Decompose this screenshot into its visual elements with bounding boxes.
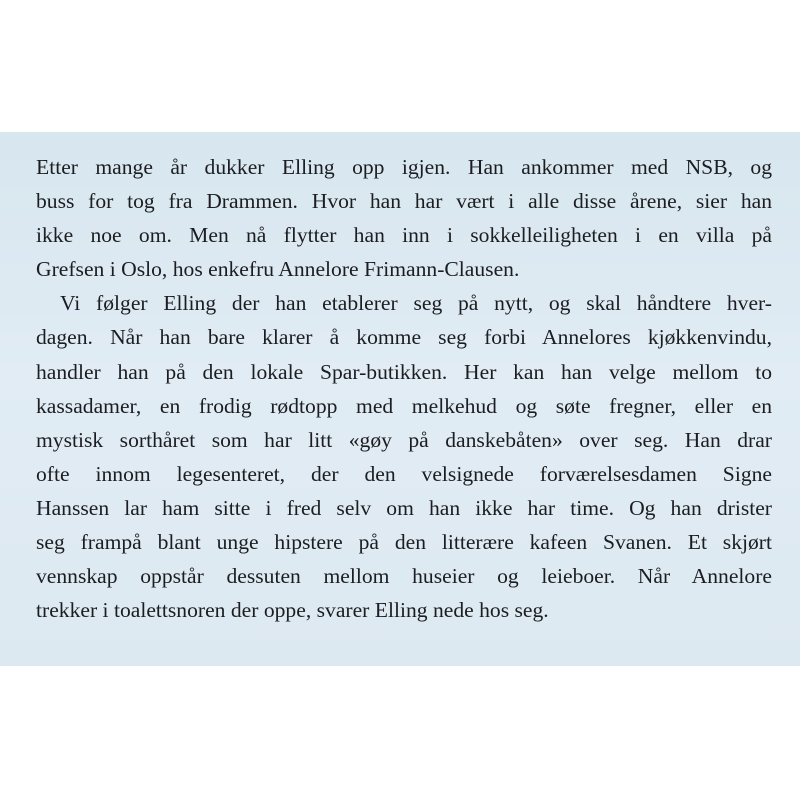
text-line: seg frampå blant unge hipstere på den litterære kafeen Svanen. Et skjørt (36, 530, 772, 555)
text-line: Grefsen i Oslo, hos enkefru Annelore Frimann-Clausen. (36, 257, 520, 282)
text-line: buss for tog fra Drammen. Hvor han har vært i alle disse årene, sier han (36, 189, 772, 214)
text-line: handler han på den lokale Spar-butikken. Her kan han velge mellom to (36, 359, 772, 384)
blurb-text (36, 150, 772, 627)
text-line: kassadamer, en frodig rødtopp med melkehud og søte fregner, eller en (36, 393, 772, 418)
text-line: vennskap oppstår dessuten mellom huseier og leieboer. Når Annelore (36, 564, 772, 589)
text-line: dagen. Når han bare klarer å komme seg forbi Annelores kjøkkenvindu, (36, 325, 772, 350)
text-line: Hanssen lar ham sitte i fred selv om han ikke har time. Og han drister (36, 495, 772, 520)
text-line: ikke noe om. Men nå flytter han inn i sokkelleiligheten i en villa på (36, 223, 772, 248)
text-line: ofte innom legesenteret, der den velsignede forværelsesdamen Signe (36, 461, 772, 486)
text-line: Vi følger Elling der han etablerer seg på nytt, og skal håndtere hver- (60, 291, 772, 316)
text-line: mystisk sorthåret som har litt «gøy på danskebåten» over seg. Han drar (36, 427, 772, 452)
text-line: trekker i toalettsnoren der oppe, svarer Elling nede hos seg. (36, 598, 549, 623)
book-blurb-card (0, 132, 800, 666)
text-line: Etter mange år dukker Elling opp igjen. Han ankommer med NSB, og (36, 155, 772, 179)
